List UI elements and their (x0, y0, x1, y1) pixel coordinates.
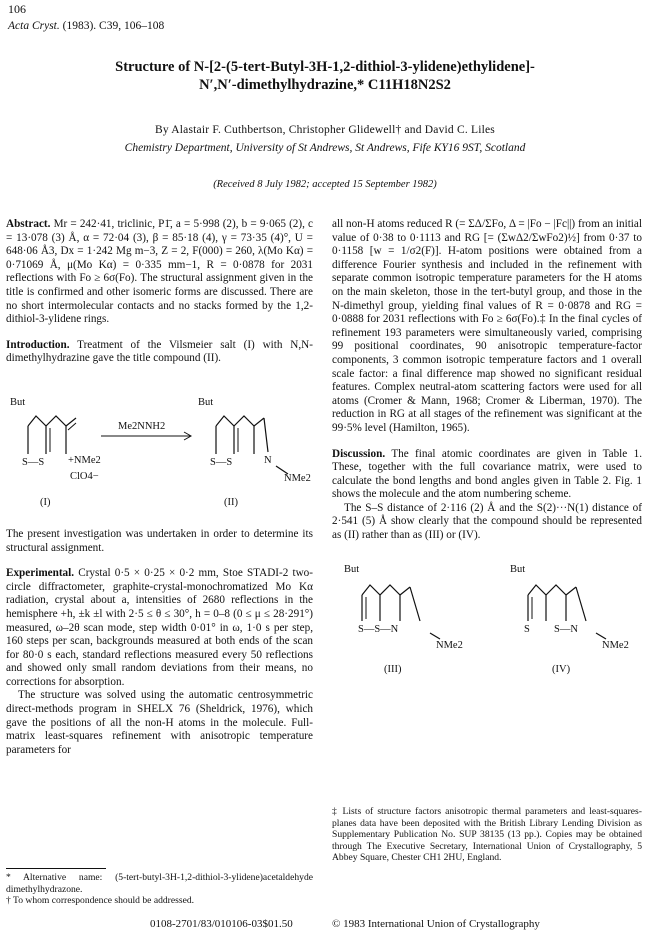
left-column (6, 218, 313, 757)
footnotes-left (6, 868, 313, 907)
discussion (332, 448, 642, 502)
refinement-text: all non-H atoms reduced R (= ΣΔ/ΣFo, Δ = |Fo − |Fc||) from an initial value of 0·38 to 0·1113 and RG [= (ΣwΔ2/ΣwFo2)½] from 0·37 to 0·1158 [w = 1/σ2(F)]. H-atom positions were obtained from a difference Fourier synthesis and included in the refinement with separate common isotropic temperature parameters for the H atoms on the main skeleton, those in the tert-butyl group, and those in the N-dimethyl group, yielding final values of R = 0·0878 and RG = 0·0888 for 2031 reflections with Fo ≥ 6σ(Fo).‡ In the final cycles of refinement 193 parameters were simultaneously varied, comprising 99 positional coordinates, 90 anisotropic temperature-factor components, 3 common isotropic temperature factors and 1 overall scale factor: a final difference map showed no significant residual features. Complex neutral-atom scattering factors were used for all atoms (Cromer & Mann, 1968; Cromer & Liberman, 1970). The reduction in RG at all stages of the refinement was significant at the 99·5% level (Hamilton, 1965). (332, 218, 642, 434)
footnote-rule (6, 868, 106, 869)
introduction-heading: Introduction. (6, 338, 70, 351)
journal-volume: (1983). C39, 106–108 (62, 20, 165, 32)
s-s-n-label-III: S—S—N (358, 623, 399, 635)
isomer-scheme-drawing (332, 551, 642, 679)
article-code: 0108-2701/83/010106-03$01.50 (150, 918, 293, 930)
nme2-label-II: NMe2 (284, 472, 311, 484)
compound-IV-label: (IV) (552, 663, 571, 675)
footnote-dagger: † To whom correspondence should be addressed. (6, 895, 195, 906)
clo4-label: ClO4− (70, 470, 99, 482)
discussion-heading: Discussion. (332, 447, 386, 460)
compound-II-label: (II) (224, 496, 238, 508)
s-s-label-I: S—S (22, 456, 45, 468)
reagent-label: Me2NNH2 (118, 420, 166, 432)
reaction-scheme-1 (6, 374, 313, 524)
title-line-1: Structure of N-[2-(5-tert-Butyl-3H-1,2-dithiol-3-ylidene)ethylidene]- (115, 59, 535, 75)
discussion-text-2: The S–S distance of 2·116 (2) Å and the S(2)···N(1) distance of 2·541 (5) Å show clearly that the compound should be represented as (II) rather than as (III) or (IV). (332, 501, 642, 542)
footnotes-right (332, 806, 642, 864)
experimental-heading: Experimental. (6, 567, 75, 580)
received-dates: (Received 8 July 1982; accepted 15 September 1982) (213, 179, 437, 190)
abstract (6, 218, 313, 327)
nme2-label-III: NMe2 (436, 639, 463, 651)
title-line-2: N′,N′-dimethylhydrazine,* C11H18N2S2 (199, 77, 451, 93)
compound-I-label: (I) (40, 496, 51, 508)
introduction-text: Treatment of the Vilsmeier salt (I) with N,N-dimethylhydrazine gave the title compound (II). (6, 338, 313, 365)
compound-III-label: (III) (384, 663, 402, 675)
s-n-label-IV: S—N (554, 623, 578, 635)
but-label-II: But (198, 396, 214, 408)
experimental-text-2: The structure was solved using the automatic centrosymmetric direct-methods program in SHELX 76 (Sheldrick, 1976), which gave the positions of all the non-H atoms in the molecule. Full-matrix least-squares refinement with anisotropic temperature parameters for (6, 689, 313, 756)
n-label-II: N (264, 454, 272, 466)
nme2-plus-label: +NMe2 (68, 454, 101, 466)
s-label-IV: S (524, 623, 530, 635)
journal-citation (8, 20, 164, 32)
but-label-IV: But (510, 563, 526, 575)
copyright: © 1983 International Union of Crystallography (332, 918, 540, 930)
experimental-text: Crystal 0·5 × 0·25 × 0·2 mm, Stoe STADI-2 two-circle diffractometer, graphite-crystal-monochromatized Mo Kα radiation, crystal about a, intensities of 2680 reflections in the hemisphere +h, ±k ±l with 2·5 ≤ θ ≤ 30°, h = 0–8 (0 ≤ μ ≤ 28·291°) measured, ω–2θ scan mode, step width 0·01° in ω, 1·0 s per step, 160 steps per scan, backgrounds measured at both ends of the scan for 80·0 s each, standard reflections measured every 50 reflections and showed only small random deviations from their means, no corrections for absorption. (6, 567, 313, 688)
introduction (6, 339, 313, 366)
right-column (332, 218, 642, 683)
s-s-label-II: S—S (210, 456, 233, 468)
paper-title (30, 58, 620, 94)
footnote-double-dagger: ‡ Lists of structure factors anisotropic thermal parameters and least-squares-planes data have been deposited with the British Library Lending Division as Supplementary Publication No. SUP 38135 (13 pp.). Copies may be obtained through The Executive Secretary, International Union of Crystallography, 5 Abbey Square, Chester CH1 2HU, England. (332, 806, 642, 863)
discussion-text: The final atomic coordinates are given in Table 1. These, together with the full covariance matrix, were used to calculate the bond lengths and bond angles given in Table 2. Fig. 1 shows the molecule and the atom numbering scheme. (332, 447, 642, 501)
abstract-heading: Abstract. (6, 218, 51, 230)
experimental (6, 567, 313, 689)
isomer-scheme (332, 551, 642, 679)
page-number: 106 (8, 2, 26, 16)
journal-name: Acta Cryst. (8, 20, 60, 32)
affiliation: Chemistry Department, University of St Andrews, St Andrews, Fife KY16 9ST, Scotland (124, 142, 526, 154)
footnote-star: * Alternative name: (5-tert-butyl-3H-1,2-dithiol-3-ylidene)acetaldehyde dimethylhydrazone. (6, 872, 313, 895)
but-label-III: But (344, 563, 360, 575)
introduction-continued: The present investigation was undertaken in order to determine its structural assignment. (6, 527, 313, 554)
but-label-I: But (10, 396, 26, 408)
authors: By Alastair F. Cuthbertson, Christopher Glidewell† and David C. Liles (155, 124, 495, 136)
abstract-text: Mr = 242·41, triclinic, P1̄, a = 5·998 (2), b = 9·065 (2), c = 13·078 (3) Å, α = 72·04 (3), β = 85·18 (4), γ = 73·35 (4)°, U = 648·06 Å3, Dx = 1·242 Mg m−3, Z = 2, F(000) = 260, λ(Mo Kα) = 0·71069 Å, μ(Mo Kα) = 0·335 mm−1, R = 0·0878 for 2031 reflections with Fo ≥ 6σ(Fo). The structural assignment given in the title is confirmed and other isomeric forms are discussed. There are no short intermolecular contacts and no stacks formed by the 1,2-dithiol-3-ylidene rings. (6, 218, 314, 326)
nme2-label-IV: NMe2 (602, 639, 629, 651)
reaction-scheme-1-drawing (6, 374, 313, 524)
